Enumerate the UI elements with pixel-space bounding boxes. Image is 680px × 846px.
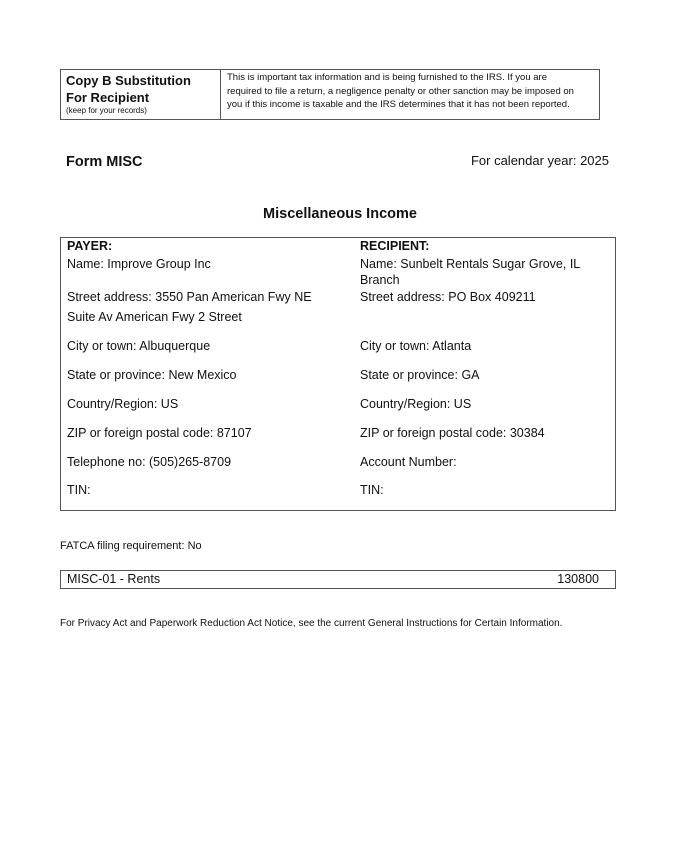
payer-tin: TIN: [67, 483, 91, 497]
payer-street: Street address: 3550 Pan American Fwy NE [67, 290, 312, 304]
recipient-label: RECIPIENT: [360, 239, 430, 253]
payer-phone: Telephone no: (505)265-8709 [67, 455, 232, 469]
payer-city: City or town: Albuquerque [67, 339, 211, 353]
payer-country: Country/Region: US [67, 397, 179, 411]
fatca-requirement: FATCA filing requirement: No [60, 540, 202, 552]
payer-zip: ZIP or foreign postal code: 87107 [67, 426, 252, 440]
copy-b-label [61, 70, 221, 119]
form-heading: Miscellaneous Income [263, 206, 417, 222]
payer-state: State or province: New Mexico [67, 368, 237, 382]
recipient-city: City or town: Atlanta [360, 339, 472, 353]
recipient-account-number: Account Number: [360, 455, 457, 469]
calendar-year: For calendar year: 2025 [470, 153, 609, 168]
recipient-name-line2: Branch [360, 273, 400, 287]
irs-notice [221, 70, 599, 119]
parties-box [60, 237, 616, 511]
payer-label: PAYER: [67, 239, 113, 253]
copy-b-box [60, 69, 600, 120]
privacy-notice: For Privacy Act and Paperwork Reduction Act Notice, see the current General Instructions for Certain Information. [60, 618, 563, 629]
irs-notice-line3: you if this income is taxable and the IRS determines that it has not been reported. [227, 99, 570, 110]
copy-b-subtitle: (keep for your records) [66, 106, 147, 115]
copy-b-title-line2: For Recipient [66, 90, 150, 105]
recipient-state: State or province: GA [360, 368, 480, 382]
payer-name: Name: Improve Group Inc [67, 257, 211, 271]
recipient-name-line1: Name: Sunbelt Rentals Sugar Grove, IL [360, 257, 581, 271]
irs-notice-line1: This is important tax information and is being furnished to the IRS. If you are [227, 72, 547, 83]
recipient-tin: TIN: [360, 483, 384, 497]
copy-b-title-line1: Copy B Substitution [66, 73, 191, 88]
income-row [60, 570, 616, 589]
income-value: 130800 [557, 572, 599, 586]
recipient-zip: ZIP or foreign postal code: 30384 [360, 426, 545, 440]
irs-notice-line2: required to file a return, a negligence penalty or other sanction may be imposed on [227, 85, 574, 97]
payer-street2: Suite Av American Fwy 2 Street [67, 310, 242, 324]
recipient-country: Country/Region: US [360, 397, 472, 411]
form-title: Form MISC [66, 154, 143, 170]
income-label: MISC-01 - Rents [67, 572, 161, 586]
recipient-street: Street address: PO Box 409211 [360, 290, 536, 304]
